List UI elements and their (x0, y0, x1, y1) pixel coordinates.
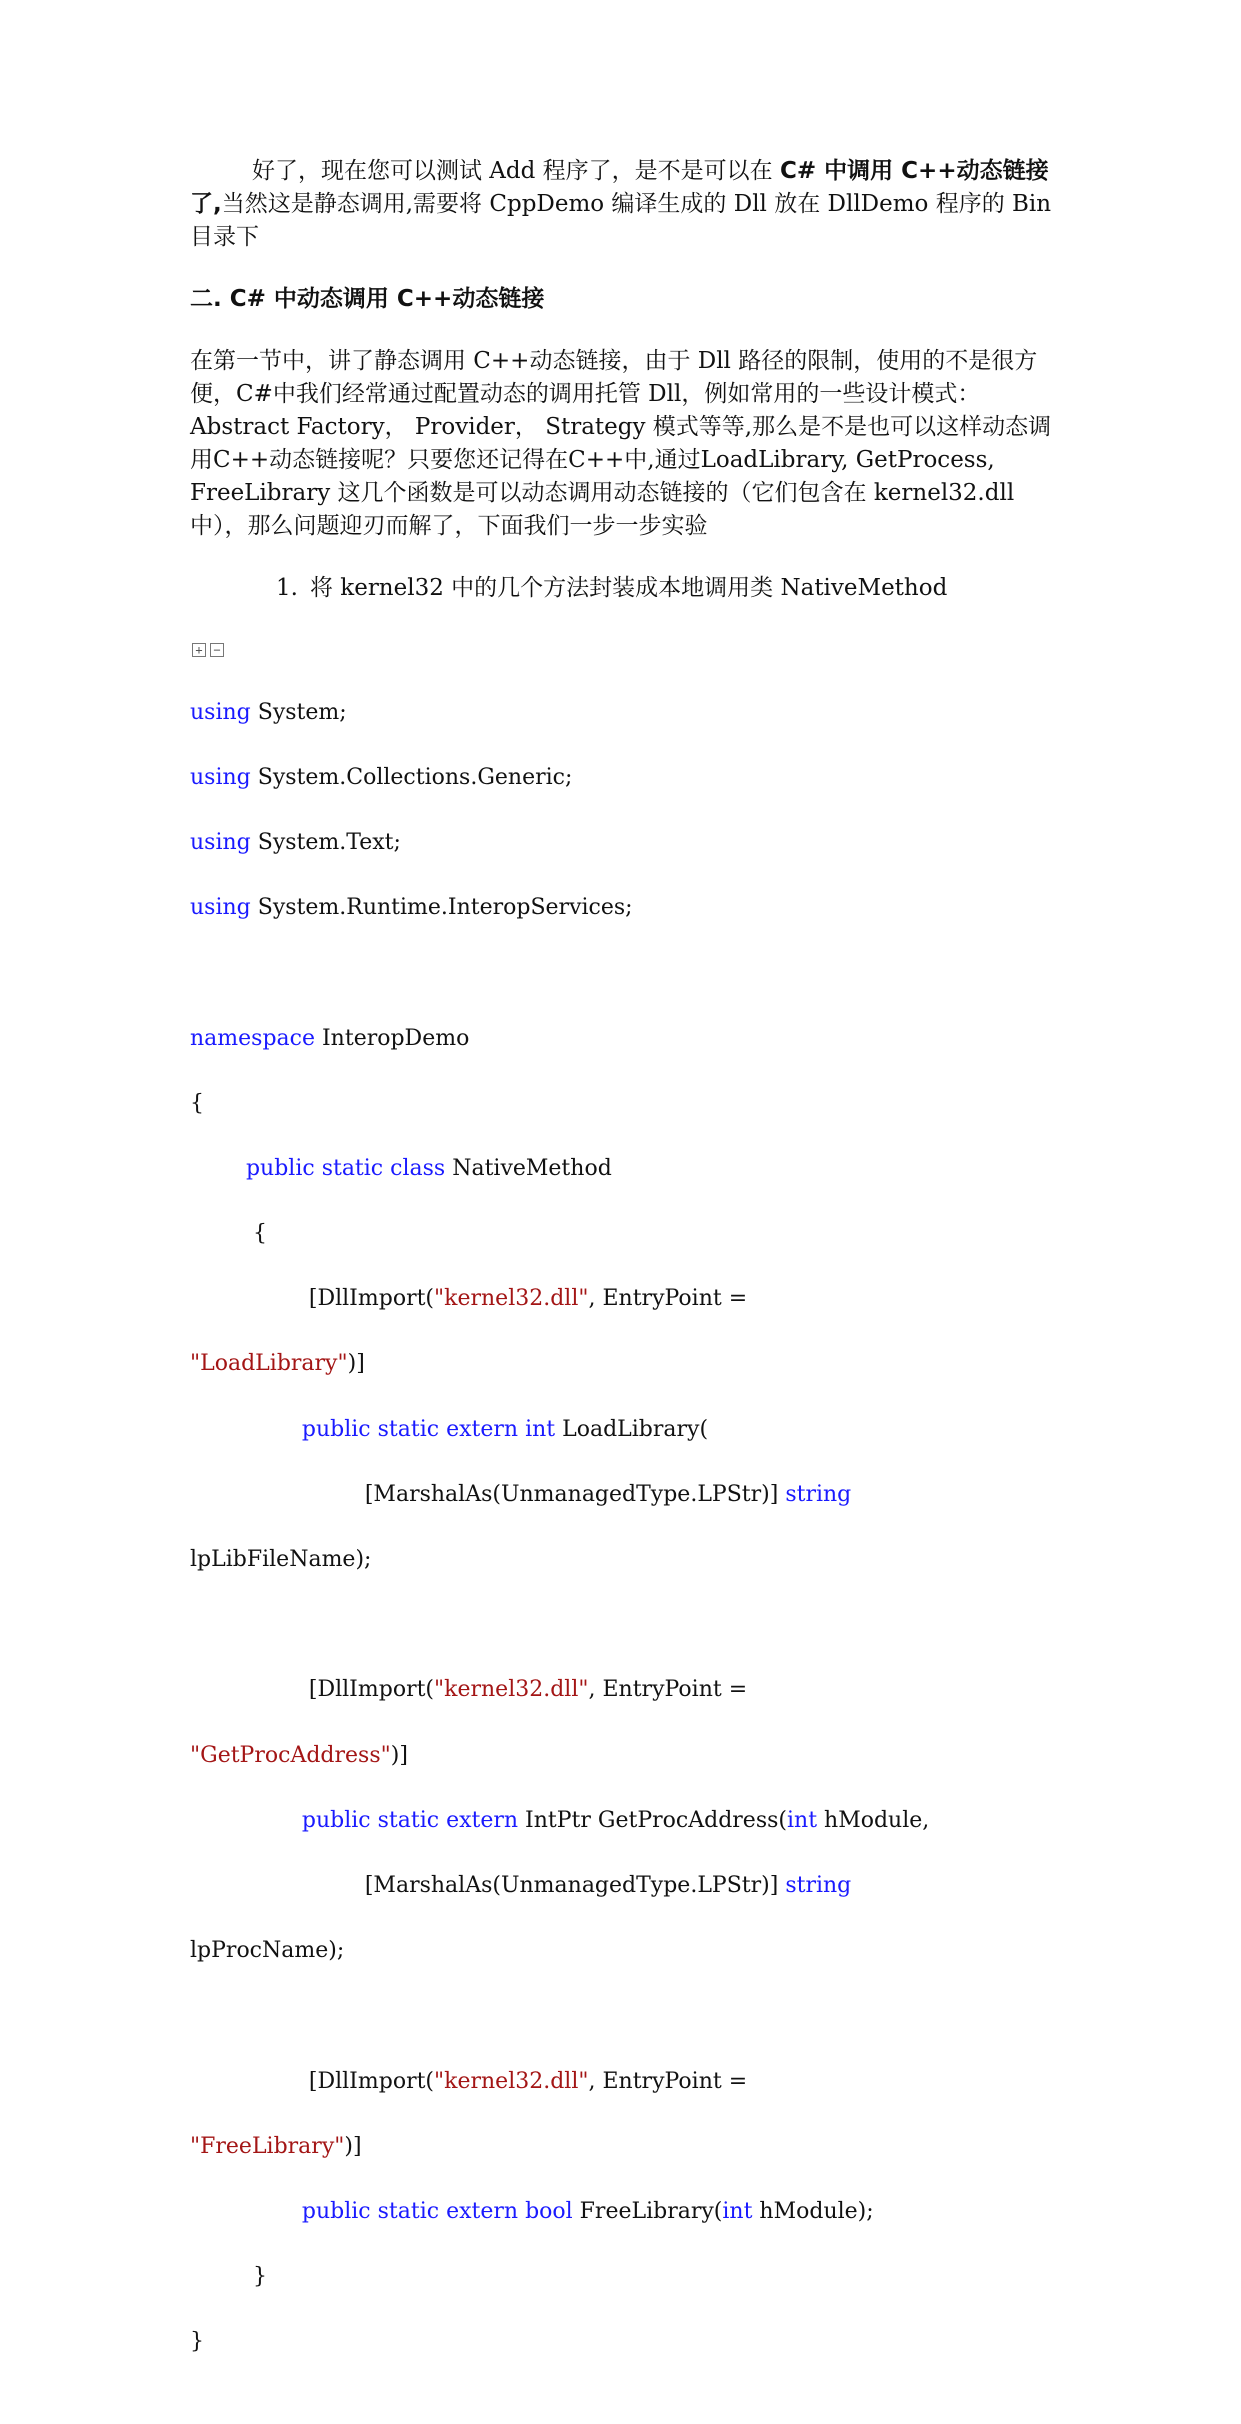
code-text: } (190, 2329, 204, 2355)
code-text: IntPtr GetProcAddress( (518, 1807, 787, 1833)
code-text: System; (250, 699, 347, 725)
intro-paragraph (190, 155, 1066, 254)
list-item (276, 572, 947, 605)
code-line (190, 1088, 1090, 1121)
keyword: static (377, 2198, 440, 2224)
string-literal: "FreeLibrary" (190, 2133, 345, 2159)
code-line (190, 1870, 1090, 1903)
code-text: { (190, 1090, 204, 1116)
code-text: , EntryPoint = (588, 1286, 748, 1312)
keyword: static (377, 1416, 440, 1442)
code-line (190, 1348, 1090, 1381)
code-text: , EntryPoint = (588, 1677, 748, 1703)
list-number: 1. (276, 575, 298, 601)
string-literal: "GetProcAddress" (190, 1742, 391, 1768)
string-literal: "LoadLibrary" (190, 1351, 348, 1377)
code-line (190, 2196, 1090, 2229)
code-line (190, 1674, 1090, 1707)
keyword: using (190, 895, 251, 921)
code-text: FreeLibrary( (572, 2198, 723, 2224)
code-text: System.Runtime.InteropServices; (250, 895, 633, 921)
intro-text-a: 好了，现在您可以测试 Add 程序了，是不是可以在 (252, 158, 780, 184)
code-text: [DllImport( (308, 1286, 435, 1312)
code-line (190, 827, 1090, 860)
code-line (190, 1479, 1090, 1512)
code-line (190, 2131, 1090, 2164)
code-line (190, 892, 1090, 925)
code-line-blank (190, 2000, 1090, 2033)
code-text: System.Text; (250, 829, 401, 855)
keyword: int (786, 1807, 818, 1833)
code-line (190, 1414, 1090, 1447)
keyword: static (377, 1807, 440, 1833)
keyword: public (301, 2198, 371, 2224)
keyword: using (190, 699, 251, 725)
intro-text-b: 当然这是静态调用,需要将 CppDemo 编译生成的 Dll 放在 DllDemo 程序的 Bin 目录下 (190, 191, 1052, 250)
string-literal: "kernel32.dll" (434, 1286, 589, 1312)
code-text: )] (390, 1742, 408, 1768)
code-text: , EntryPoint = (588, 2068, 748, 2094)
code-text: [DllImport( (308, 2068, 435, 2094)
code-line (190, 762, 1090, 795)
code-line (190, 2326, 1090, 2359)
keyword: static (321, 1155, 384, 1181)
string-literal: "kernel32.dll" (434, 1677, 589, 1703)
code-text: [DllImport( (308, 1677, 435, 1703)
code-line (190, 1544, 1090, 1577)
keyword: extern (446, 1807, 519, 1833)
code-line (190, 1283, 1090, 1316)
keyword: string (785, 1481, 852, 1507)
code-line-blank (190, 1609, 1090, 1642)
keyword: int (525, 1416, 556, 1442)
code-line-blank (190, 957, 1090, 990)
code-line (190, 1740, 1090, 1773)
keyword: extern (446, 1416, 519, 1442)
code-text: LoadLibrary( (555, 1416, 709, 1442)
keyword: extern (446, 2198, 519, 2224)
expand-all-icon[interactable]: + (192, 643, 206, 657)
section-heading: 二. C# 中动态调用 C++动态链接 (190, 286, 545, 312)
code-text: )] (347, 1351, 365, 1377)
code-text: } (252, 2264, 267, 2290)
code-text: NativeMethod (445, 1155, 612, 1181)
code-line (190, 2261, 1090, 2294)
code-line (190, 2066, 1090, 2099)
string-literal: "kernel32.dll" (434, 2068, 589, 2094)
list-text: 将 kernel32 中的几个方法封装成本地调用类 NativeMethod (309, 575, 948, 601)
code-text: System.Collections.Generic; (250, 764, 573, 790)
keyword: namespace (190, 1025, 315, 1051)
code-text: InteropDemo (315, 1025, 470, 1051)
code-toggles (192, 643, 224, 657)
keyword: using (190, 764, 251, 790)
keyword: public (245, 1155, 315, 1181)
collapse-all-icon[interactable]: − (210, 643, 224, 657)
code-line (190, 1153, 1090, 1186)
code-text: lpProcName); (190, 1938, 345, 1964)
keyword: string (785, 1872, 852, 1898)
code-text: [MarshalAs(UnmanagedType.LPStr)] (364, 1481, 786, 1507)
code-text: hModule); (752, 2198, 874, 2224)
code-text: { (252, 1221, 267, 1247)
keyword: public (301, 1807, 371, 1833)
code-block (190, 664, 1090, 2424)
intro-bold-text: C# 中调用 C++动态链接了, (190, 158, 1049, 217)
section-paragraph: 在第一节中，讲了静态调用 C++动态链接，由于 Dll 路径的限制，使用的不是很方便，C#中我们经常通过配置动态的调用托管 Dll，例如常用的一些设计模式：Abstract Factory， Provider， Strategy 模式等等,那么是不是也可以这样动态调用C++动态链接呢？只要您还记得在C++中,通过LoadLibrary, GetProcess, FreeLibrary 这几个函数是可以动态调用动态链接的（它们包含在 kernel32.dll 中），那么问题迎刃而解了，下面我们一步一步实验 (190, 348, 1052, 539)
code-text: )] (344, 2133, 362, 2159)
code-line (190, 1805, 1090, 1838)
keyword: int (722, 2198, 753, 2224)
code-text: [MarshalAs(UnmanagedType.LPStr)] (364, 1872, 786, 1898)
keyword: bool (525, 2198, 573, 2224)
keyword: using (190, 829, 251, 855)
code-line (190, 1935, 1090, 1968)
code-line (190, 1023, 1090, 1056)
keyword: public (301, 1416, 371, 1442)
code-line (190, 697, 1090, 730)
keyword: class (390, 1155, 446, 1181)
code-text: lpLibFileName); (190, 1547, 372, 1573)
code-line (190, 1218, 1090, 1251)
code-text: hModule, (817, 1807, 930, 1833)
